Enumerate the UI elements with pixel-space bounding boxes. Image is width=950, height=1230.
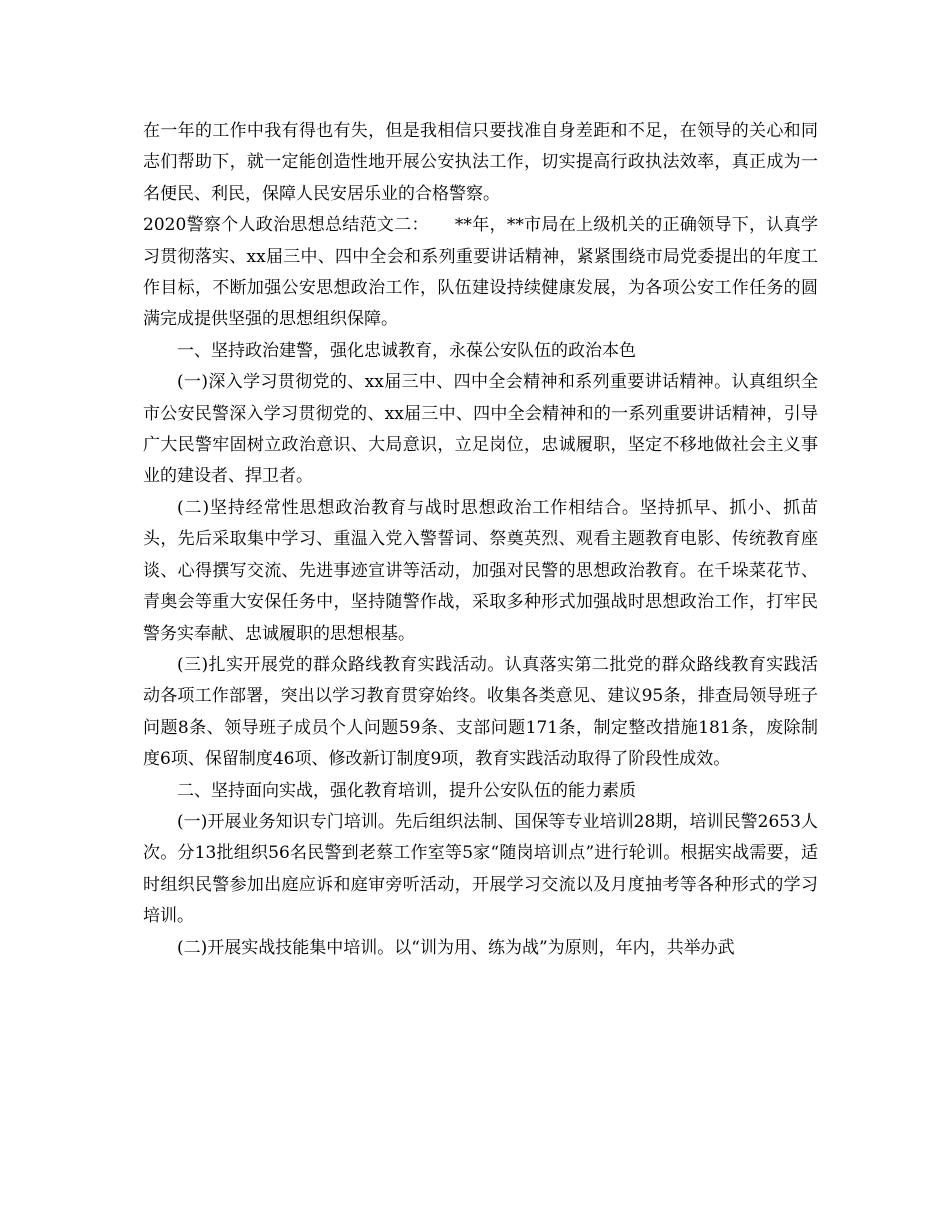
section-heading-2: 二、坚持面向实战，强化教育培训，提升公安队伍的能力素质 bbox=[177, 780, 636, 801]
paragraph-1-2: (二)坚持经常性思想政治教育与战时思想政治工作相结合。坚持抓早、抓小、抓苗头，先后采取集中学习、重温入党入警誓词、祭奠英烈、观看主题教育电影、传统教育座谈、心得撰写交流、先进事迹宣讲等活动，加强对民警的思想政治教育。在千垛菜花节、青奥会等重大安保任务中，坚持随警作战，采取多种形式加强战时思想政治工作，打牢民警务实奉献、忠诚履职的思想根基。 bbox=[143, 497, 818, 644]
paragraph-1-3: (三)扎实开展党的群众路线教育实践活动。认真落实第二批党的群众路线教育实践活动各项工作部署，突出以学习教育贯穿始终。收集各类意见、建议95条，排查局领导班子问题8条、领导班子成员个人问题59条、支部问题171条，制定整改措施181条，废除制度6项、保留制度46项、修改新订制度9项，教育实践活动取得了阶段性成效。 bbox=[143, 654, 818, 770]
paragraph-2-1: (一)开展业务知识专门培训。先后组织法制、国保等专业培训28期，培训民警2653人次。分13批组织56名民警到老蔡工作室等5家“随岗培训点”进行轮训。根据实战需要，适时组织民警参加出庭应诉和庭审旁听活动，开展学习交流以及月度抽考等各种形式的学习培训。 bbox=[143, 811, 818, 927]
paragraph-1-1: (一)深入学习贯彻党的、xx届三中、四中全会精神和系列重要讲话精神。认真组织全市公安民警深入学习贯彻党的、xx届三中、四中全会精神和的一系列重要讲话精神，引导广大民警牢固树立政治意识、大局意识，立足岗位，忠诚履职，坚定不移地做社会主义事业的建设者、捍卫者。 bbox=[143, 372, 818, 487]
paragraph-article-intro: 2020警察个人政治思想总结范文二： **年，**市局在上级机关的正确领导下，认真学习贯彻落实、xx届三中、四中全会和系列重要讲话精神，紧紧围绕市局党委提出的年度工作目标，不断加强公安思想政治工作，队伍建设持续健康发展，为各项公安工作任务的圆满完成提供坚强的思想组织保障。 bbox=[143, 215, 818, 330]
paragraph-2-2: (二)开展实战技能集中培训。以“训为用、练为战”为原则，年内，共举办武 bbox=[177, 937, 735, 958]
paragraph-closing-summary: 在一年的工作中我有得也有失，但是我相信只要找准自身差距和不足，在领导的关心和同志们帮助下，就一定能创造性地开展公安执法工作，切实提高行政执法效率，真正成为一名便民、利民，保障人民安居乐业的合格警察。 bbox=[143, 121, 818, 204]
section-heading-1: 一、坚持政治建警，强化忠诚教育，永葆公安队伍的政治本色 bbox=[177, 340, 636, 361]
